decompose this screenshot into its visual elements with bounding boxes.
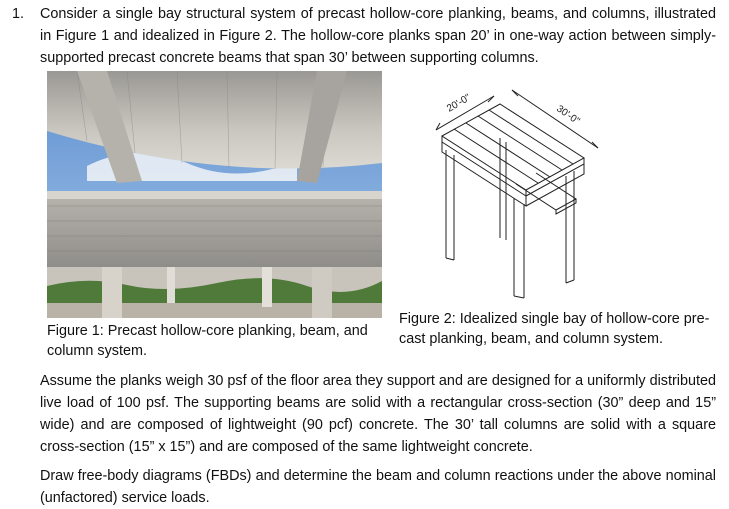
figure1-photo xyxy=(47,71,382,318)
figure1-caption: Figure 1: Precast hollow-core planking, beam, and column system. xyxy=(47,323,368,359)
figure2-sketch xyxy=(416,68,716,300)
problem-intro: Consider a single bay structural system of precast hollow-core planking, beams, and columns, illustrated in Figure 1 and idealized in Figure 2. The hollow-core planks span 20’ in one-way action between simply-supported precast concrete beams that span 30’ between supporting columns. xyxy=(40,6,716,66)
figure2-caption: Figure 2: Idealized single bay of hollow-core pre-cast planking, beam, and column system. xyxy=(399,311,710,347)
dimension-20ft: 20'-0" xyxy=(445,92,473,115)
problem-task: Draw free-body diagrams (FBDs) and determine the beam and column reactions under the above nominal (unfactored) service loads. xyxy=(40,468,716,506)
problem-assumptions: Assume the planks weigh 30 psf of the floor area they support and are designed for a uniformly distributed live load of 100 psf. The supporting beams are solid with a rectangular cross-section (30” deep and 15” wide) and are composed of lightweight (90 pcf) concrete. The 30’ tall columns are solid with a square cross-section (15” x 15”) and are composed of the same lightweight concrete. xyxy=(40,373,716,455)
dimension-30ft: 30'-0" xyxy=(554,103,582,128)
problem-number: 1. xyxy=(12,6,25,22)
